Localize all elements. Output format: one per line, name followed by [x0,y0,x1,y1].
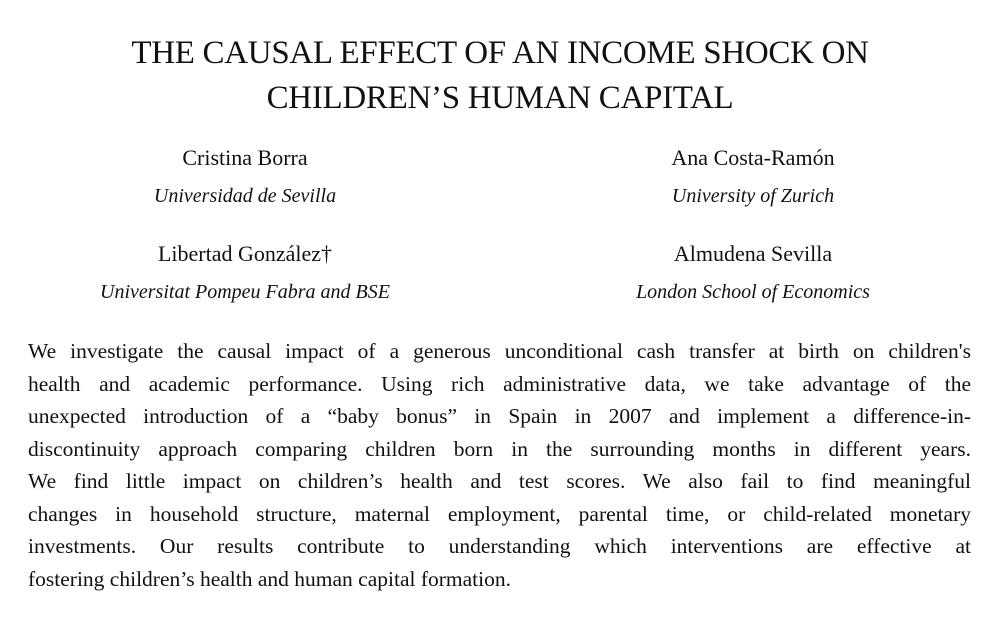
abstract-line: discontinuity approach comparing children born in the surrounding months in different years. [28,436,971,461]
abstract-line: unexpected introduction of a “baby bonus” in Spain in 2007 and implement a difference-in- [28,404,971,428]
author-name: Cristina Borra [182,145,308,170]
author-block-costa-ramon [543,145,963,208]
author-name: Almudena Sevilla [673,241,833,266]
title-line-2: CHILDREN’S HUMAN CAPITAL [266,80,734,116]
abstract-line: We investigate the causal impact of a generous unconditional cash transfer at birth on children's [28,339,971,363]
author-affiliation: Universitat Pompeu Fabra and BSE [100,281,390,303]
paper-title [0,31,1000,121]
title-line-1: THE CAUSAL EFFECT OF AN INCOME SHOCK ON [131,35,869,71]
abstract [28,335,971,595]
author-block-borra [35,145,455,208]
author-name: Ana Costa-Ramón [671,145,835,170]
abstract-line: changes in household structure, maternal employment, parental time, or child-related monetary [28,501,971,526]
abstract-line: We find little impact on children’s health and test scores. We also fail to find meaningful [28,469,971,493]
abstract-line: investments. Our results contribute to understanding which interventions are effective at [28,534,971,558]
author-affiliation: Universidad de Sevilla [153,185,337,207]
author-block-gonzalez [35,241,455,304]
author-name: Libertad González† [157,241,333,266]
abstract-line: fostering children’s health and human capital formation. [28,566,512,591]
author-affiliation: London School of Economics [636,281,870,303]
abstract-line: health and academic performance. Using rich administrative data, we take advantage of the [28,371,971,396]
author-block-sevilla [543,241,963,304]
author-affiliation: University of Zurich [671,185,835,207]
